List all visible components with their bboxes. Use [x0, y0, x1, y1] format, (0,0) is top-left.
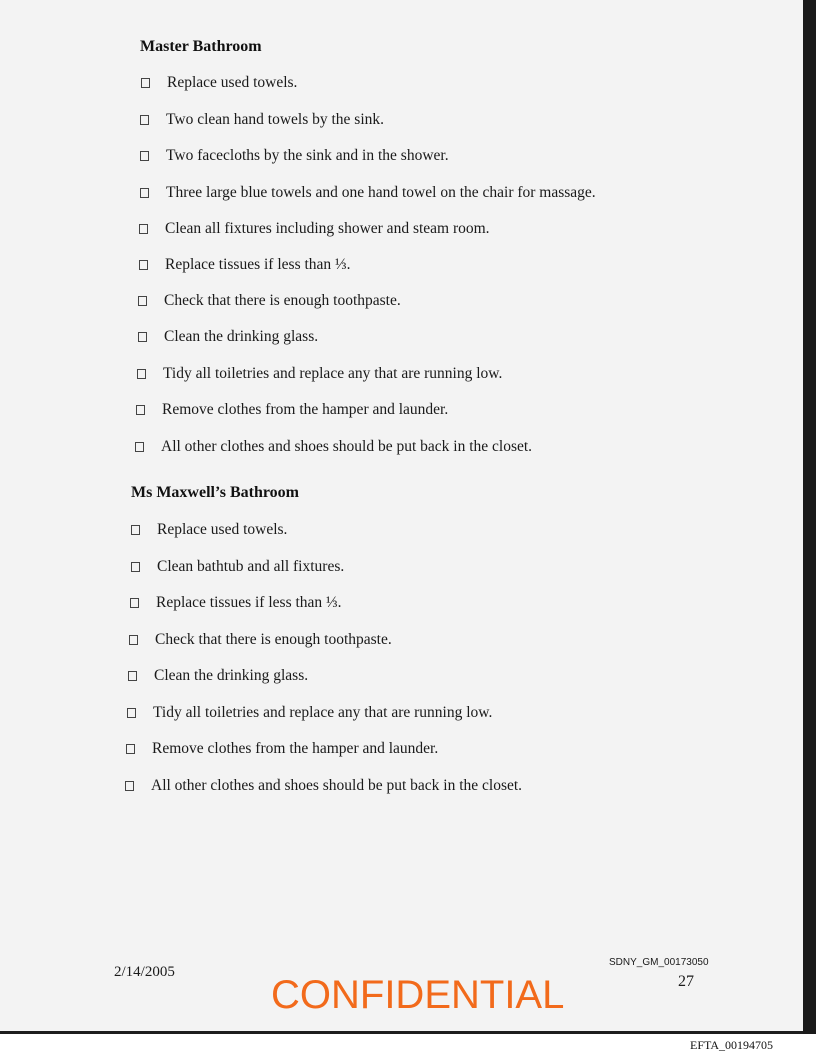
checklist-item-text: All other clothes and shoes should be put back in the closet.	[161, 438, 533, 455]
checklist-item-text: Check that there is enough toothpaste.	[164, 292, 401, 309]
efta-document-id: EFTA_00194705	[690, 1038, 774, 1052]
checkbox-icon	[135, 442, 144, 452]
checklist-item-text: Check that there is enough toothpaste.	[155, 631, 392, 648]
checkbox-icon	[138, 332, 147, 342]
checklist-item-text: Remove clothes from the hamper and launder.	[162, 401, 449, 418]
confidential-stamp: CONFIDENTIAL	[271, 973, 565, 1017]
scan-bottom-edge	[0, 1031, 803, 1034]
checklist-item-text: Replace tissues if less than ⅓.	[165, 256, 351, 273]
checklist-item-text: All other clothes and shoes should be put back in the closet.	[151, 777, 523, 794]
checkbox-icon	[126, 744, 135, 754]
checklist-item-text: Tidy all toiletries and replace any that are running low.	[153, 704, 493, 721]
checklist-item	[140, 146, 449, 166]
checkbox-icon	[139, 224, 148, 234]
checklist-item-text: Three large blue towels and one hand towel on the chair for massage.	[166, 184, 596, 201]
checklist-item-text: Clean the drinking glass.	[164, 328, 319, 345]
checklist-item	[139, 255, 351, 275]
checklist-item	[130, 593, 342, 613]
checkbox-icon	[140, 188, 149, 198]
section-title-ms-maxwells-bathroom: Ms Maxwell’s Bathroom	[131, 484, 299, 501]
checklist-item-text: Replace used towels.	[157, 521, 288, 538]
checklist-item-text: Replace used towels.	[167, 74, 298, 91]
checklist-item	[141, 73, 297, 93]
bates-number: SDNY_GM_00173050	[609, 957, 709, 968]
checkbox-icon	[136, 405, 145, 415]
checklist-item-text: Clean all fixtures including shower and steam room.	[165, 220, 490, 237]
checklist-item	[129, 630, 392, 650]
section-title-master-bathroom: Master Bathroom	[140, 38, 262, 55]
checklist-item	[131, 557, 344, 577]
checklist-item	[131, 520, 287, 540]
checkbox-icon	[125, 781, 134, 791]
checklist-item	[127, 703, 492, 723]
checkbox-icon	[138, 296, 147, 306]
footer-date: 2/14/2005	[114, 964, 175, 980]
checkbox-icon	[127, 708, 136, 718]
checklist-item-text: Tidy all toiletries and replace any that are running low.	[163, 365, 503, 382]
checkbox-icon	[141, 78, 150, 88]
checklist-item	[140, 110, 384, 130]
checklist-item	[138, 327, 318, 347]
checklist-item	[135, 437, 532, 457]
checkbox-icon	[140, 115, 149, 125]
checkbox-icon	[140, 151, 149, 161]
checklist-item-text: Remove clothes from the hamper and launder.	[152, 740, 439, 757]
page-number: 27	[678, 973, 694, 990]
checklist-item	[140, 183, 596, 203]
checkbox-icon	[131, 525, 140, 535]
checkbox-icon	[129, 635, 138, 645]
checklist-item	[137, 364, 502, 384]
checklist-item-text: Replace tissues if less than ⅓.	[156, 594, 342, 611]
checkbox-icon	[128, 671, 137, 681]
checklist-item-text: Two clean hand towels by the sink.	[166, 111, 385, 128]
checklist-item	[125, 776, 522, 796]
checkbox-icon	[131, 562, 140, 572]
checklist-item-text: Clean the drinking glass.	[154, 667, 309, 684]
checklist-item	[139, 219, 490, 239]
checkbox-icon	[130, 598, 139, 608]
checklist-item	[136, 400, 448, 420]
checklist-item-text: Clean bathtub and all fixtures.	[157, 558, 345, 575]
checklist-item-text: Two facecloths by the sink and in the shower.	[166, 147, 449, 164]
checklist-item	[128, 666, 308, 686]
scan-right-edge	[803, 0, 816, 1034]
checkbox-icon	[139, 260, 148, 270]
checkbox-icon	[137, 369, 146, 379]
checklist-item	[138, 291, 401, 311]
checklist-item	[126, 739, 438, 759]
